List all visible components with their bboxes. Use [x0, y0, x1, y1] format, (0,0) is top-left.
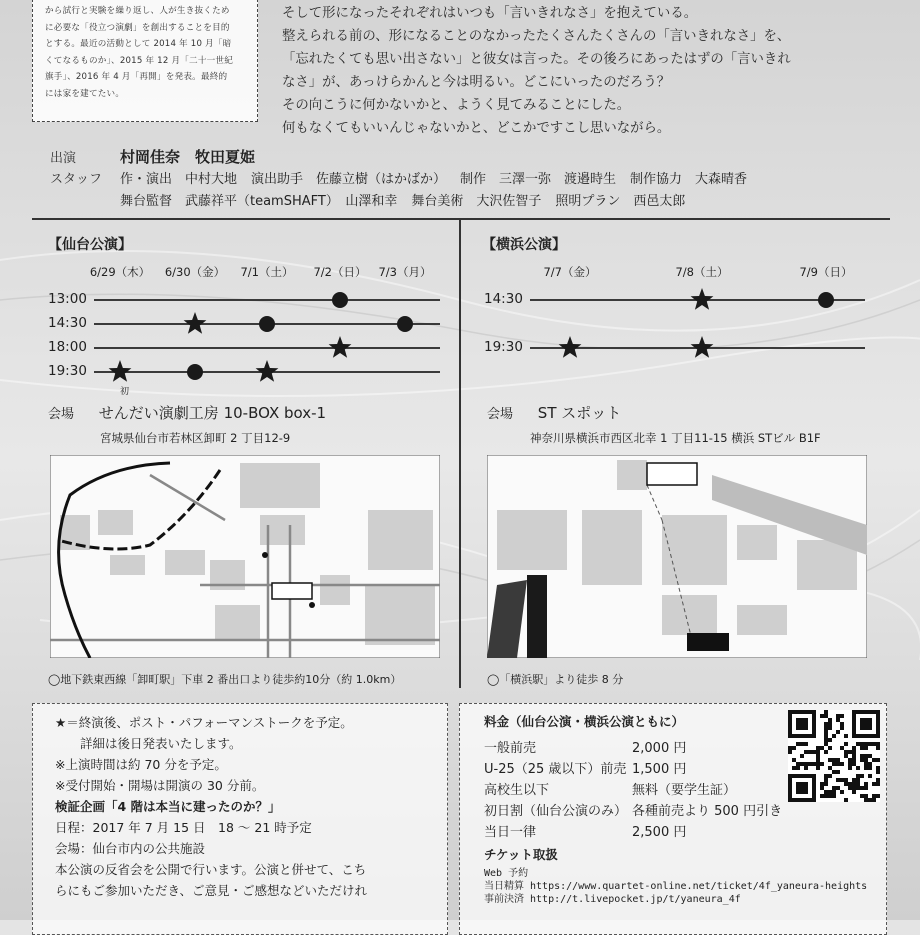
sendai-schedule-grid — [0, 280, 460, 400]
ticket-title: チケット取扱 — [484, 847, 558, 862]
story-line: 整えられる前の、形になることのなかったたくさんたくさんの「言いきれなさ」を、 — [282, 29, 791, 44]
qr-code-image — [788, 710, 880, 802]
staff-credit: 舞台監督 武藤祥平（teamSHAFT） 山澤和幸 — [120, 194, 398, 209]
time-label: 13:00 — [48, 291, 87, 307]
cast-label: 出演 — [50, 151, 77, 166]
notes-panel — [32, 703, 448, 935]
ticket-link-quartet[interactable]: 当日精算 https://www.quartet-online.net/ticket/4f_yaneura-heights — [484, 881, 868, 892]
yokohama-access-note: ◯「横浜駅」より徒歩 8 分 — [487, 673, 624, 686]
price-name: 高校生以下 — [484, 783, 550, 798]
price-value: 2,500 円 — [632, 825, 687, 840]
price-value: 無料（要学生証） — [632, 783, 737, 798]
post-talk-star-marker — [109, 360, 132, 382]
ticket-link-livepocket[interactable]: 事前決済 http://t.livepocket.jp/t/yaneura_4f — [484, 894, 741, 905]
yokohama-venue — [487, 402, 621, 423]
yokohama-schedule-grid — [460, 280, 880, 370]
staff-credit: 舞台美術 大沢佐智子 — [411, 194, 542, 209]
profile-line: 旗手」、2016 年 4 月「再開」を発表。最終的 — [45, 72, 228, 82]
note-line: ※上演時間は約 70 分を予定。 — [55, 757, 227, 772]
sendai-address: 宮城県仙台市若林区卸町 2 丁目12-9 — [100, 431, 291, 445]
staff-credit: 演出助手 佐藤立樹（はかばか） — [251, 172, 447, 187]
price-value: 1,500 円 — [632, 762, 687, 777]
profile-line: に必要な「役立つ演劇」を創出することを目的 — [45, 22, 230, 33]
price-row — [484, 799, 867, 820]
performance-circle-marker — [818, 292, 834, 308]
staff-label: スタッフ — [50, 172, 103, 187]
profile-line: には家を建てたい。 — [45, 88, 125, 99]
sendai-venue — [48, 402, 326, 423]
post-talk-star-marker — [256, 360, 279, 382]
performance-circle-marker — [187, 364, 203, 380]
time-label: 19:30 — [48, 363, 87, 379]
date-header: 7/2（日） — [313, 265, 367, 279]
date-header: 6/30（金） — [164, 265, 226, 279]
profile-line: くてなるものか」、2015 年 12 月「二十一世紀 — [45, 55, 233, 66]
time-label: 19:30 — [484, 339, 523, 355]
price-name: 一般前売 — [484, 741, 537, 756]
date-header: 7/9（日） — [799, 265, 853, 279]
yokohama-title: 【横浜公演】 — [482, 237, 566, 253]
pricing-panel — [459, 703, 887, 935]
sendai-access-note: ◯地下鉄東西線「卸町駅」下車 2 番出口より徒歩約10分（約 1.0km） — [48, 673, 402, 686]
venue-label: 会場 — [487, 407, 514, 422]
pricing-title: 料金（仙台公演・横浜公演ともに） — [484, 714, 685, 729]
story-line: なさ」が、あっけらかんと今は明るい。どこにいったのだろう？ — [282, 75, 671, 90]
date-header: 7/8（土） — [675, 265, 729, 279]
time-label: 18:00 — [48, 339, 87, 355]
price-name: 当日一律 — [484, 825, 537, 840]
event-line: 日程：2017 年 7 月 15 日 18 ～ 21 時予定 — [55, 820, 312, 835]
first-day-note: 初 — [120, 387, 130, 397]
staff-credit: 作・演出 中村大地 — [120, 172, 238, 187]
venue-name: せんだい演劇工房 10-BOX box-1 — [98, 404, 327, 422]
event-line: 本公演の反省会を公開で行います。公演と併せて、こち — [55, 862, 367, 877]
profile-line: から試行と実験を繰り返し、人が生き抜くため — [45, 6, 230, 16]
event-line: らにもご参加いただき、ご意見・ご感想などいただけれ — [55, 883, 368, 898]
post-talk-star-marker — [184, 312, 207, 334]
yokohama-address: 神奈川県横浜市西区北幸 1 丁目11-15 横浜 STビル B1F — [530, 431, 821, 445]
date-header: 7/7（金） — [543, 265, 597, 279]
story-line: 「忘れたくても思い出さない」と彼女は言った。その後ろにあったはずの「言いきれ — [282, 52, 791, 67]
post-talk-star-marker — [691, 288, 714, 310]
time-label: 14:30 — [484, 291, 523, 307]
story-line: その向こうに何かないかと、ようく見てみることにした。 — [282, 98, 631, 113]
performance-circle-marker — [332, 292, 348, 308]
performance-circle-marker — [397, 316, 413, 332]
venue-label: 会場 — [48, 407, 75, 422]
staff-credit: 照明プラン 西邑太郎 — [555, 194, 686, 209]
note-line: 詳細は後日発表いたします。 — [55, 736, 242, 751]
web-label: Web 予約 — [484, 868, 529, 879]
story-line: そして形になったそれぞれはいつも「言いきれなさ」を抱えている。 — [282, 6, 698, 21]
price-name: U-25（25 歳以下）前売 — [484, 762, 627, 777]
post-talk-star-marker — [559, 336, 582, 358]
time-label: 14:30 — [48, 315, 87, 331]
date-header: 6/29（木） — [89, 265, 151, 279]
date-header: 7/3（月） — [378, 265, 432, 279]
note-line: ★＝終演後、ポスト・パフォーマンストークを予定。 — [55, 715, 353, 730]
performance-circle-marker — [259, 316, 275, 332]
yokohama-map — [487, 455, 867, 658]
sendai-title: 【仙台公演】 — [48, 237, 132, 253]
price-value: 2,000 円 — [632, 741, 687, 756]
event-line: 会場：仙台市内の公共施設 — [55, 841, 206, 856]
date-header: 7/1（土） — [240, 265, 294, 279]
story-line: 何もなくてもいいんじゃないかと、どこかですこし思いながら。 — [282, 121, 671, 136]
price-name: 初日割（仙台公演のみ） — [484, 804, 628, 819]
sendai-map — [50, 455, 440, 658]
price-value: 各種前売より 500 円引き — [632, 804, 783, 819]
cast-names: 村岡佳奈 牧田夏姫 — [120, 148, 256, 166]
venue-name: ST スポット — [537, 404, 622, 422]
profile-line: とする。最近の活動として 2014 年 10 月「暗 — [45, 39, 232, 49]
price-row — [484, 820, 867, 841]
staff-credit: 制作協力 大森晴香 — [630, 172, 748, 187]
post-talk-star-marker — [329, 336, 352, 358]
post-talk-star-marker — [691, 336, 714, 358]
event-title: 検証企画「4 階は本当に建ったのか？」 — [55, 799, 281, 814]
note-line: ※受付開始・開場は開演の 30 分前。 — [55, 778, 265, 793]
staff-credit: 制作 三澤一弥 渡邉時生 — [460, 172, 617, 187]
